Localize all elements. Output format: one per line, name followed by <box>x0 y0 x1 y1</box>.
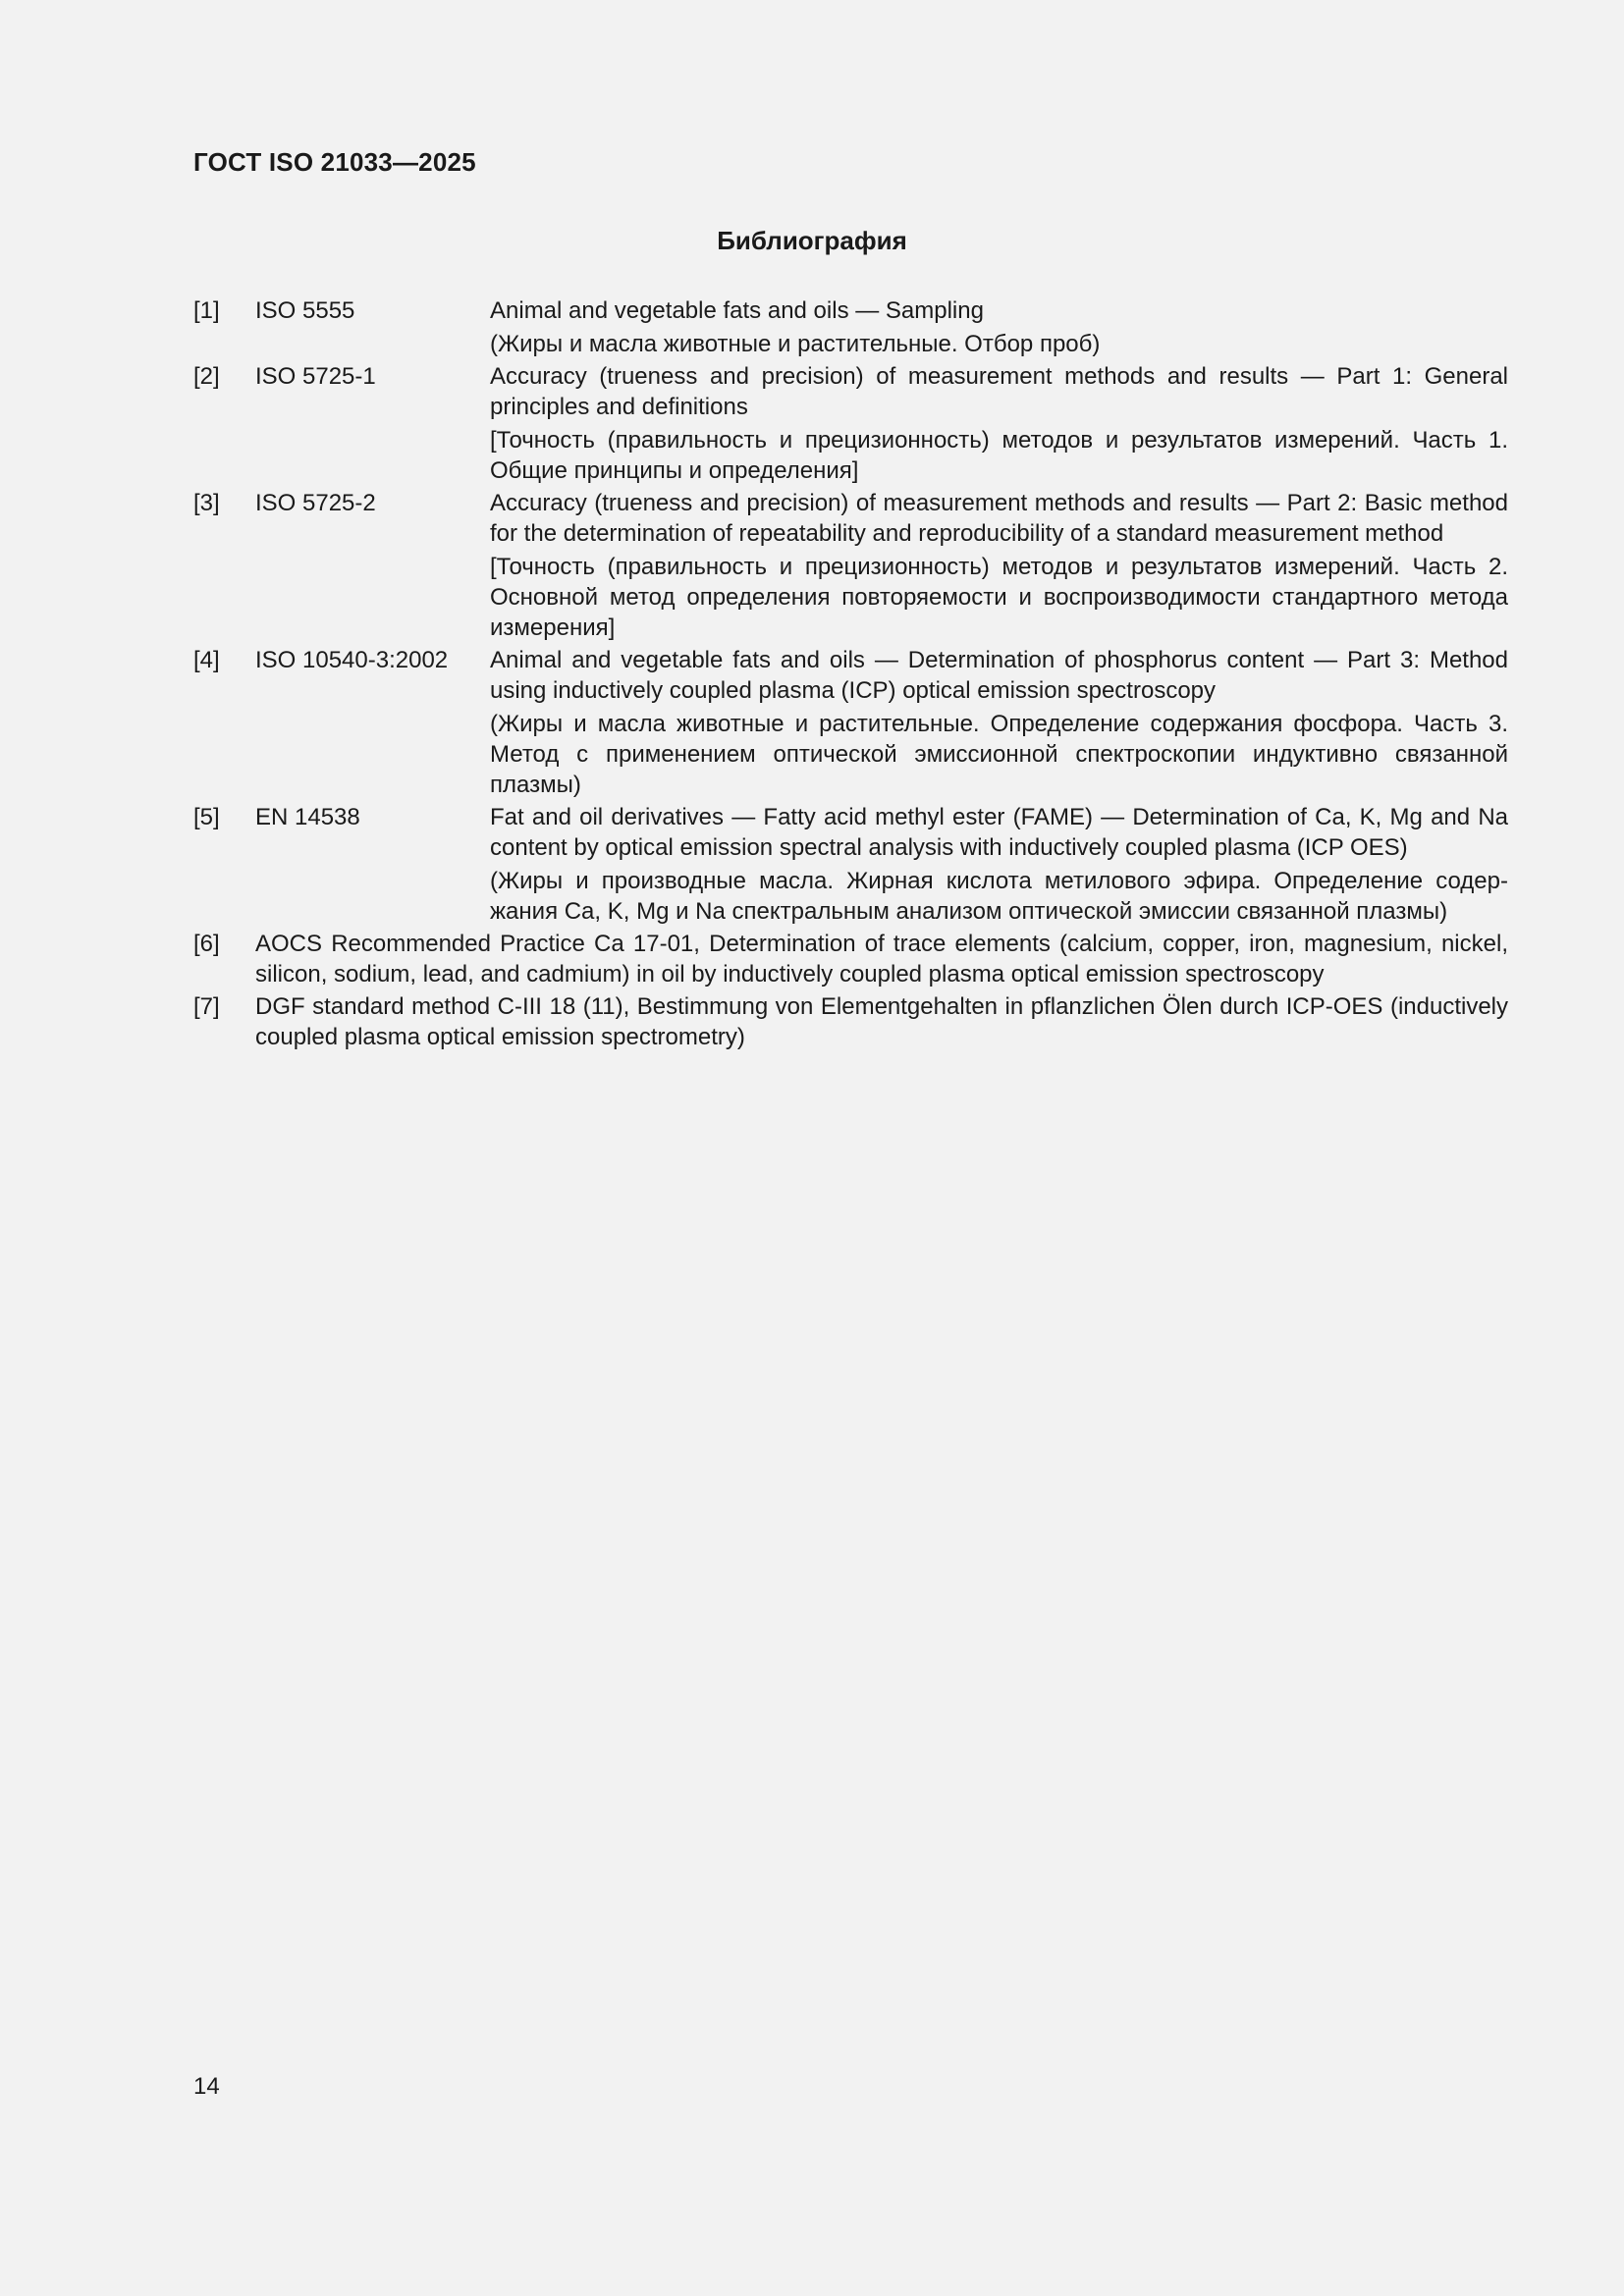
reference-body <box>255 991 1508 1052</box>
reference-number: [5] <box>193 804 220 830</box>
reference-title-ru: (Жиры и масла животные и растительные. Определение содержания фосфора. Часть 3. Метод с применением оптической эмиссионной спектроскопии индуктивно связанной плазмы) <box>490 711 1508 798</box>
bibliography-entry <box>193 488 1508 643</box>
reference-code: ISO 5725-1 <box>255 363 376 390</box>
reference-number: [6] <box>193 931 220 957</box>
reference-body <box>490 295 1508 359</box>
reference-title-ru: [Точность (правильность и прецизионность) методов и результатов измерений. Часть 1. Общие принципы и определения] <box>490 427 1508 484</box>
reference-text: DGF standard method C-III 18 (11), Bestimmung von Elementgehalten in pflanzlichen Ölen durch ICP-OES (inductively coupled plasma optical emission spectrometry) <box>255 993 1508 1050</box>
reference-title-ru: (Жиры и производные масла. Жирная кислота метилового эфира. Определение содержания Ca, K, Mg и Na спектральным анализом оптической эмиссии связанной плазмы) <box>490 868 1508 925</box>
reference-title-en: Accuracy (trueness and precision) of measurement methods and results — Part 2: Basic method for the determination of repeatability and reproducibility of a standard measurement method <box>490 490 1508 547</box>
reference-number: [4] <box>193 647 220 673</box>
bibliography-entry <box>193 802 1508 927</box>
reference-code: ISO 10540-3:2002 <box>255 647 449 673</box>
reference-body <box>490 802 1508 927</box>
reference-number: [7] <box>193 993 220 1020</box>
reference-title-en: Animal and vegetable fats and oils — Sampling <box>490 297 984 324</box>
reference-title-ru: (Жиры и масла животные и растительные. Отбор проб) <box>490 331 1101 357</box>
reference-body <box>490 645 1508 800</box>
reference-title-en: Accuracy (trueness and precision) of measurement methods and results — Part 1: General principles and definitions <box>490 363 1508 420</box>
reference-code: ISO 5725-2 <box>255 490 376 516</box>
reference-code: ISO 5555 <box>255 297 355 324</box>
bibliography-entry <box>193 295 1508 359</box>
bibliography-entry <box>193 645 1508 800</box>
reference-body <box>255 929 1508 989</box>
reference-body <box>490 488 1508 643</box>
reference-number: [1] <box>193 297 220 324</box>
reference-body <box>490 361 1508 486</box>
bibliography-list <box>193 295 1508 1054</box>
document-header: ГОСТ ISO 21033—2025 <box>193 147 476 177</box>
reference-title-ru: [Точность (правильность и прецизионность) методов и результатов измерений. Часть 2. Основной метод определения повторяемости и воспроизводимости стандартного метода измерения] <box>490 554 1508 641</box>
bibliography-entry <box>193 929 1508 989</box>
bibliography-entry <box>193 361 1508 486</box>
reference-number: [3] <box>193 490 220 516</box>
section-title: Библиография <box>717 226 907 255</box>
reference-title-en: Animal and vegetable fats and oils — Determination of phosphorus content — Part 3: Method using inductively coupled plasma (ICP) optical emission spectroscopy <box>490 647 1508 704</box>
reference-text: AOCS Recommended Practice Ca 17-01, Determination of trace elements (calcium, copper, iron, magnesium, nickel, silicon, sodium, lead, and cadmium) in oil by inductively coupled plasma optical emission spectroscopy <box>255 931 1508 988</box>
bibliography-entry <box>193 991 1508 1052</box>
page-number: 14 <box>193 2073 220 2100</box>
reference-title-en: Fat and oil derivatives — Fatty acid methyl ester (FAME) — Determination of Ca, K, Mg and Na content by optical emission spectral analysis with inductively coupled plasma (ICP OES) <box>490 804 1508 861</box>
reference-code: EN 14538 <box>255 804 360 830</box>
reference-number: [2] <box>193 363 220 390</box>
